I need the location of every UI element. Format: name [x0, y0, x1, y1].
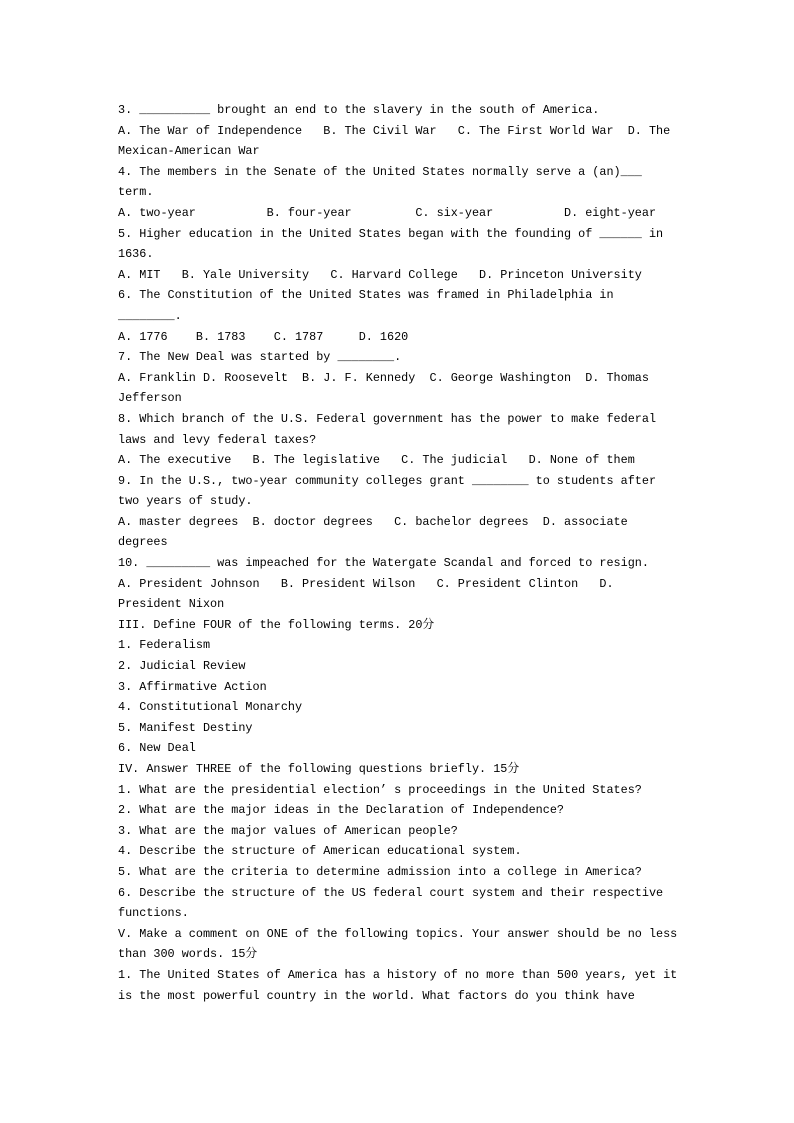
- question-5-stem-line-1: 5. Higher education in the United States began with the founding of ______ in: [118, 226, 664, 241]
- short-answer-item-3: 3. What are the major values of American people?: [118, 823, 458, 838]
- exam-text-body: [118, 100, 678, 1006]
- question-3-stem: 3. __________ brought an end to the slavery in the south of America.: [118, 103, 600, 117]
- short-answer-item-6-line-1: 6. Describe the structure of the US federal court system and their respective: [118, 885, 664, 900]
- short-answer-item-1: 1. What are the presidential election’ s proceedings in the United States?: [118, 782, 642, 797]
- question-8-stem-line-1: 8. Which branch of the U.S. Federal government has the power to make federal: [118, 411, 657, 426]
- question-10-options-line-2: President Nixon: [118, 597, 225, 612]
- question-5-stem-line-2: 1636.: [118, 247, 154, 262]
- question-6-stem-line-1: 6. The Constitution of the United States was framed in Philadelphia in: [118, 288, 614, 303]
- section-four-heading: IV. Answer THREE of the following questions briefly. 15分: [118, 762, 520, 776]
- section-three-heading: III. Define FOUR of the following terms. 20分: [118, 617, 435, 632]
- essay-topic-1-line-2: is the most powerful country in the world. What factors do you think have: [118, 988, 635, 1003]
- question-9-stem-line-1: 9. In the U.S., two-year community colleges grant ________ to students after: [118, 473, 657, 488]
- question-7-options-line-1: A. Franklin D. Roosevelt B. J. F. Kennedy C. George Washington D. Thomas: [118, 370, 649, 385]
- question-9-options-line-2: degrees: [118, 535, 168, 550]
- question-4-stem-line-2: term.: [118, 185, 154, 200]
- term-item-3: 3. Affirmative Action: [118, 679, 267, 694]
- short-answer-item-2: 2. What are the major ideas in the Declaration of Independence?: [118, 803, 564, 818]
- short-answer-item-4: 4. Describe the structure of American educational system.: [118, 844, 522, 859]
- question-3-options-line-2: Mexican-American War: [118, 144, 260, 159]
- question-4-stem-line-1: 4. The members in the Senate of the United States normally serve a (an)___: [118, 164, 642, 179]
- question-4-options: A. two-year B. four-year C. six-year D. eight-year: [118, 205, 657, 220]
- term-item-4: 4. Constitutional Monarchy: [118, 700, 303, 715]
- question-10-stem: 10. _________ was impeached for the Watergate Scandal and forced to resign.: [118, 556, 649, 571]
- section-five-heading-line-2: than 300 words. 15分: [118, 947, 258, 962]
- question-3-options-line-1: A. The War of Independence B. The Civil War C. The First World War D. The: [118, 123, 671, 138]
- term-item-1: 1. Federalism: [118, 638, 211, 653]
- question-8-options: A. The executive B. The legislative C. The judicial D. None of them: [118, 453, 635, 468]
- question-6-stem-line-2: ________.: [118, 308, 182, 323]
- question-7-options-line-2: Jefferson: [118, 391, 182, 406]
- question-10-options-line-1: A. President Johnson B. President Wilson C. President Clinton D.: [118, 576, 614, 591]
- section-five-heading-line-1: V. Make a comment on ONE of the following topics. Your answer should be no less: [118, 926, 678, 941]
- question-9-options-line-1: A. master degrees B. doctor degrees C. bachelor degrees D. associate: [118, 514, 628, 529]
- essay-topic-1-line-1: 1. The United States of America has a history of no more than 500 years, yet it: [118, 967, 678, 982]
- term-item-5: 5. Manifest Destiny: [118, 720, 253, 735]
- term-item-2: 2. Judicial Review: [118, 659, 246, 674]
- question-8-stem-line-2: laws and levy federal taxes?: [118, 432, 317, 447]
- short-answer-item-5: 5. What are the criteria to determine admission into a college in America?: [118, 864, 642, 879]
- question-5-options: A. MIT B. Yale University C. Harvard College D. Princeton University: [118, 267, 642, 282]
- short-answer-item-6-line-2: functions.: [118, 906, 189, 921]
- question-9-stem-line-2: two years of study.: [118, 494, 253, 509]
- question-6-options: A. 1776 B. 1783 C. 1787 D. 1620: [118, 329, 409, 344]
- term-item-6: 6. New Deal: [118, 741, 196, 756]
- question-7-stem: 7. The New Deal was started by ________.: [118, 350, 402, 365]
